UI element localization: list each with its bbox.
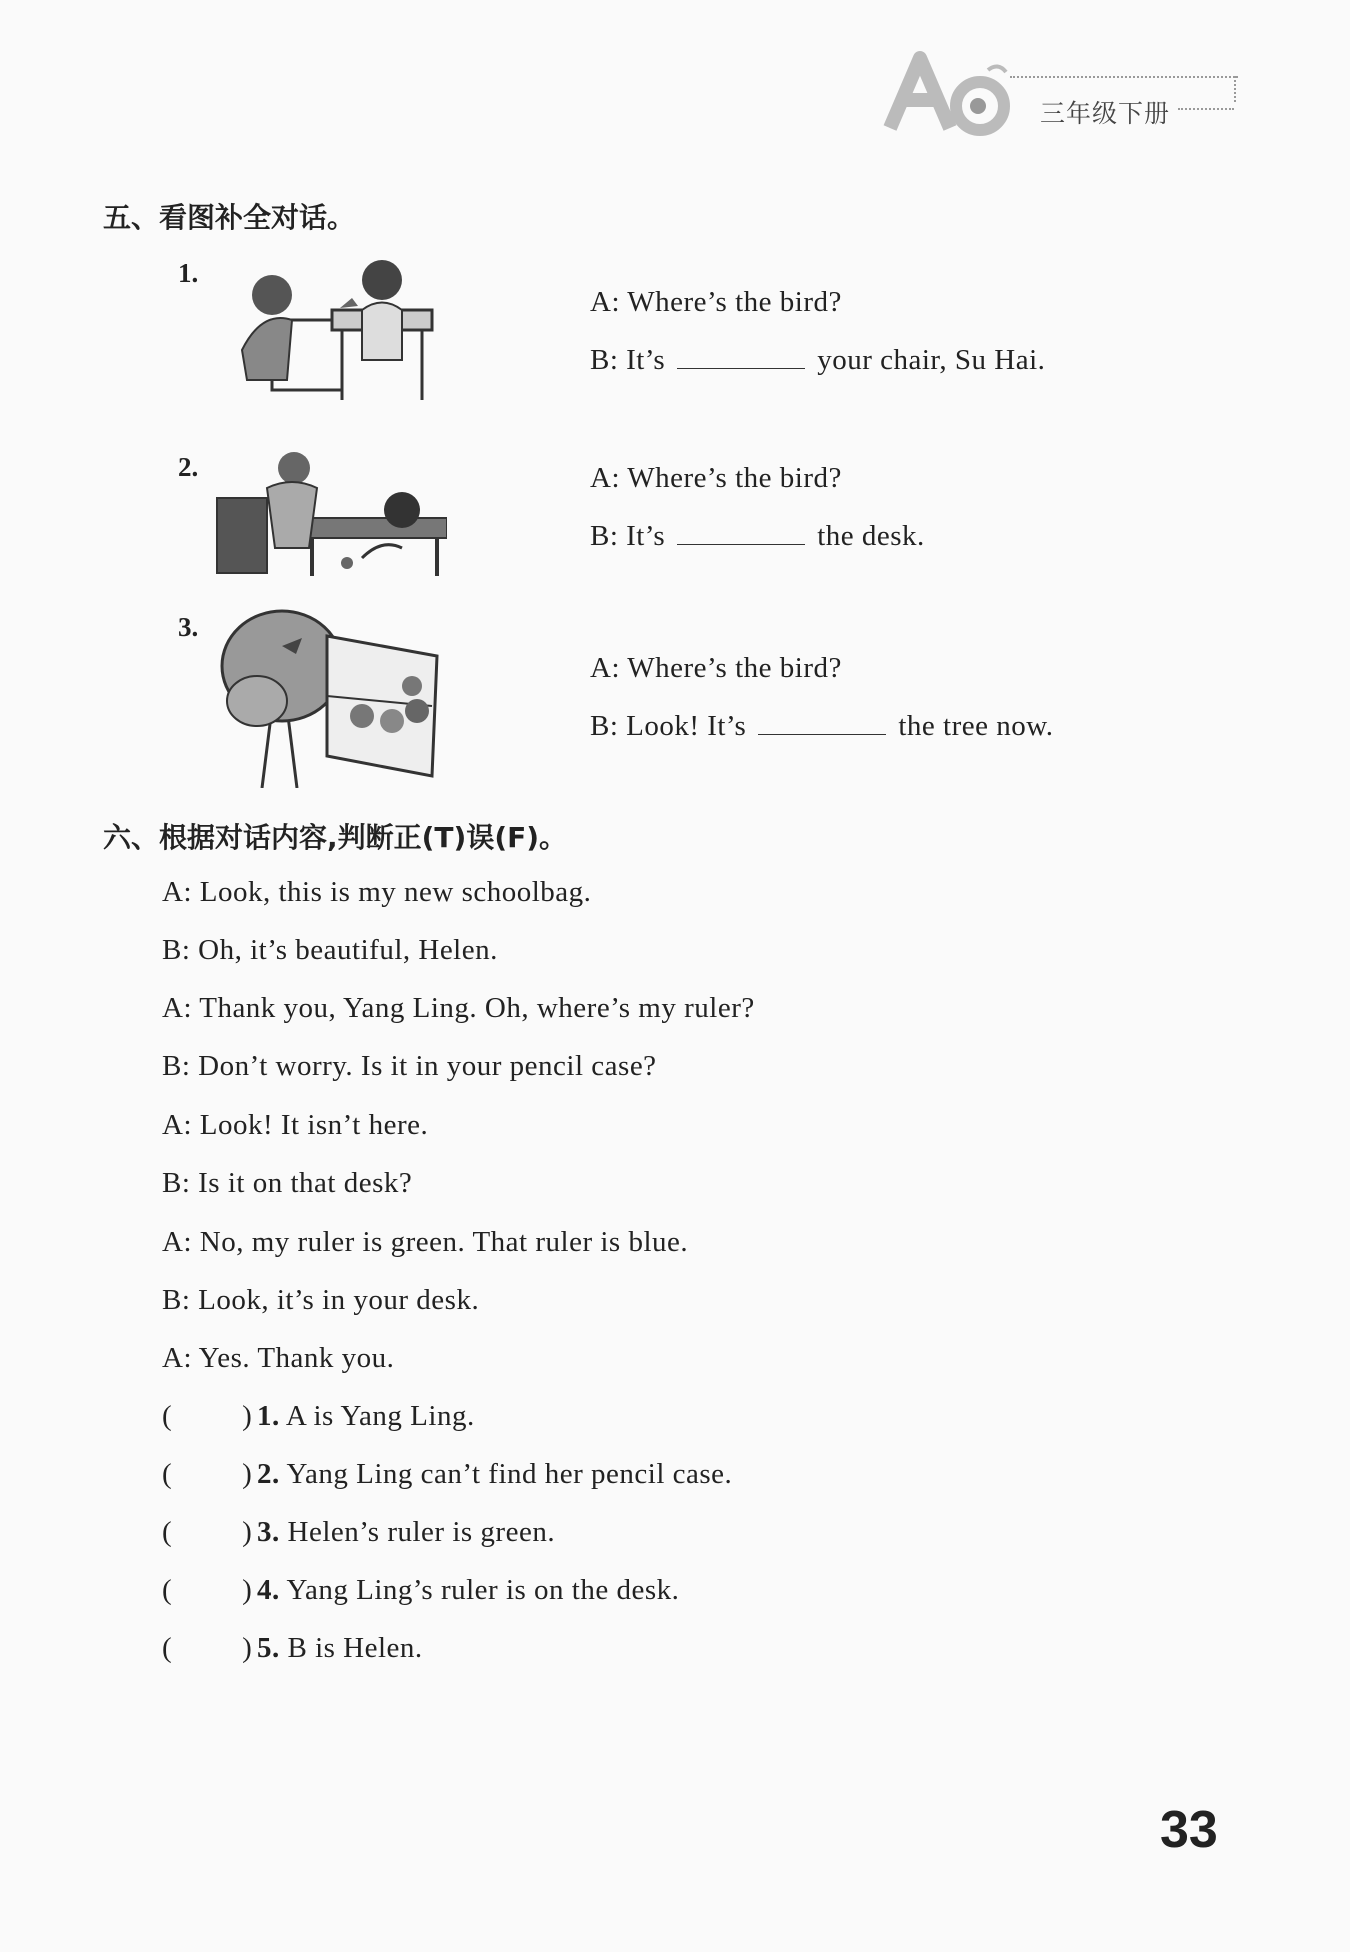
question-number: 2.	[257, 1458, 280, 1490]
item1-b-pre: B: It’s	[590, 344, 666, 376]
item2-b-post: the desk.	[817, 520, 925, 552]
dialogue-line: A: No, my ruler is green. That ruler is blue.	[162, 1226, 689, 1258]
dialogue-line: A: Yes. Thank you.	[162, 1342, 395, 1374]
item2-line-a: A: Where’s the bird?	[590, 462, 842, 494]
question-row	[162, 1458, 732, 1491]
header-dotted-line-side	[1234, 76, 1236, 102]
item1-line-a: A: Where’s the bird?	[590, 286, 842, 318]
answer-paren[interactable]: ( )	[162, 1458, 253, 1490]
item3-number: 3.	[178, 612, 199, 642]
question-text: B is Helen.	[287, 1632, 423, 1664]
question-text: Helen’s ruler is green.	[287, 1516, 556, 1548]
item3-line-a: A: Where’s the bird?	[590, 652, 842, 684]
dialogue-line: B: Look, it’s in your desk.	[162, 1284, 480, 1316]
item2-illustration	[212, 448, 447, 578]
item2-answer-blank[interactable]	[677, 520, 805, 545]
item1-b-post: your chair, Su Hai.	[817, 344, 1046, 376]
question-number: 4.	[257, 1574, 280, 1606]
item2-line-b	[590, 520, 925, 553]
header-dotted-line	[1010, 76, 1238, 78]
dialogue-line: A: Look! It isn’t here.	[162, 1109, 429, 1141]
answer-paren[interactable]: ( )	[162, 1632, 253, 1664]
section6-title: 六、根据对话内容,判断正(T)误(F)。	[103, 821, 568, 854]
answer-paren[interactable]: ( )	[162, 1574, 253, 1606]
item2-b-pre: B: It’s	[590, 520, 666, 552]
dialogue-line: B: Is it on that desk?	[162, 1167, 413, 1199]
dialogue-line: A: Look, this is my new schoolbag.	[162, 876, 592, 908]
dialogue-line: B: Don’t worry. Is it in your pencil case?	[162, 1050, 657, 1082]
item2-number: 2.	[178, 452, 199, 482]
question-text: A is Yang Ling.	[285, 1400, 475, 1432]
question-row	[162, 1516, 555, 1549]
grade-label: 三年级下册	[1040, 99, 1171, 128]
item3-line-b	[590, 710, 1054, 743]
item1-answer-blank[interactable]	[677, 344, 805, 369]
item3-b-post: the tree now.	[898, 710, 1054, 742]
brand-logo	[880, 48, 1010, 138]
section5-title: 五、看图补全对话。	[103, 201, 356, 234]
dialogue-line: A: Thank you, Yang Ling. Oh, where’s my ruler?	[162, 992, 755, 1024]
item3-answer-blank[interactable]	[758, 710, 886, 735]
question-row	[162, 1632, 423, 1665]
item1-illustration	[212, 250, 447, 415]
page-number: 33	[1160, 1801, 1218, 1859]
answer-paren[interactable]: ( )	[162, 1516, 253, 1548]
item3-illustration	[212, 606, 447, 788]
item3-b-pre: B: Look! It’s	[590, 710, 747, 742]
question-text: Yang Ling’s ruler is on the desk.	[286, 1574, 680, 1606]
answer-paren[interactable]: ( )	[162, 1400, 253, 1432]
item1-number: 1.	[178, 258, 199, 288]
question-text: Yang Ling can’t find her pencil case.	[286, 1458, 733, 1490]
item1-line-b	[590, 344, 1045, 377]
header-dotted-line-bottom	[1178, 108, 1234, 110]
question-row	[162, 1574, 679, 1607]
question-number: 5.	[257, 1632, 280, 1664]
dialogue-line: B: Oh, it’s beautiful, Helen.	[162, 934, 498, 966]
question-row	[162, 1400, 475, 1433]
question-number: 3.	[257, 1516, 280, 1548]
question-number: 1.	[257, 1400, 280, 1432]
